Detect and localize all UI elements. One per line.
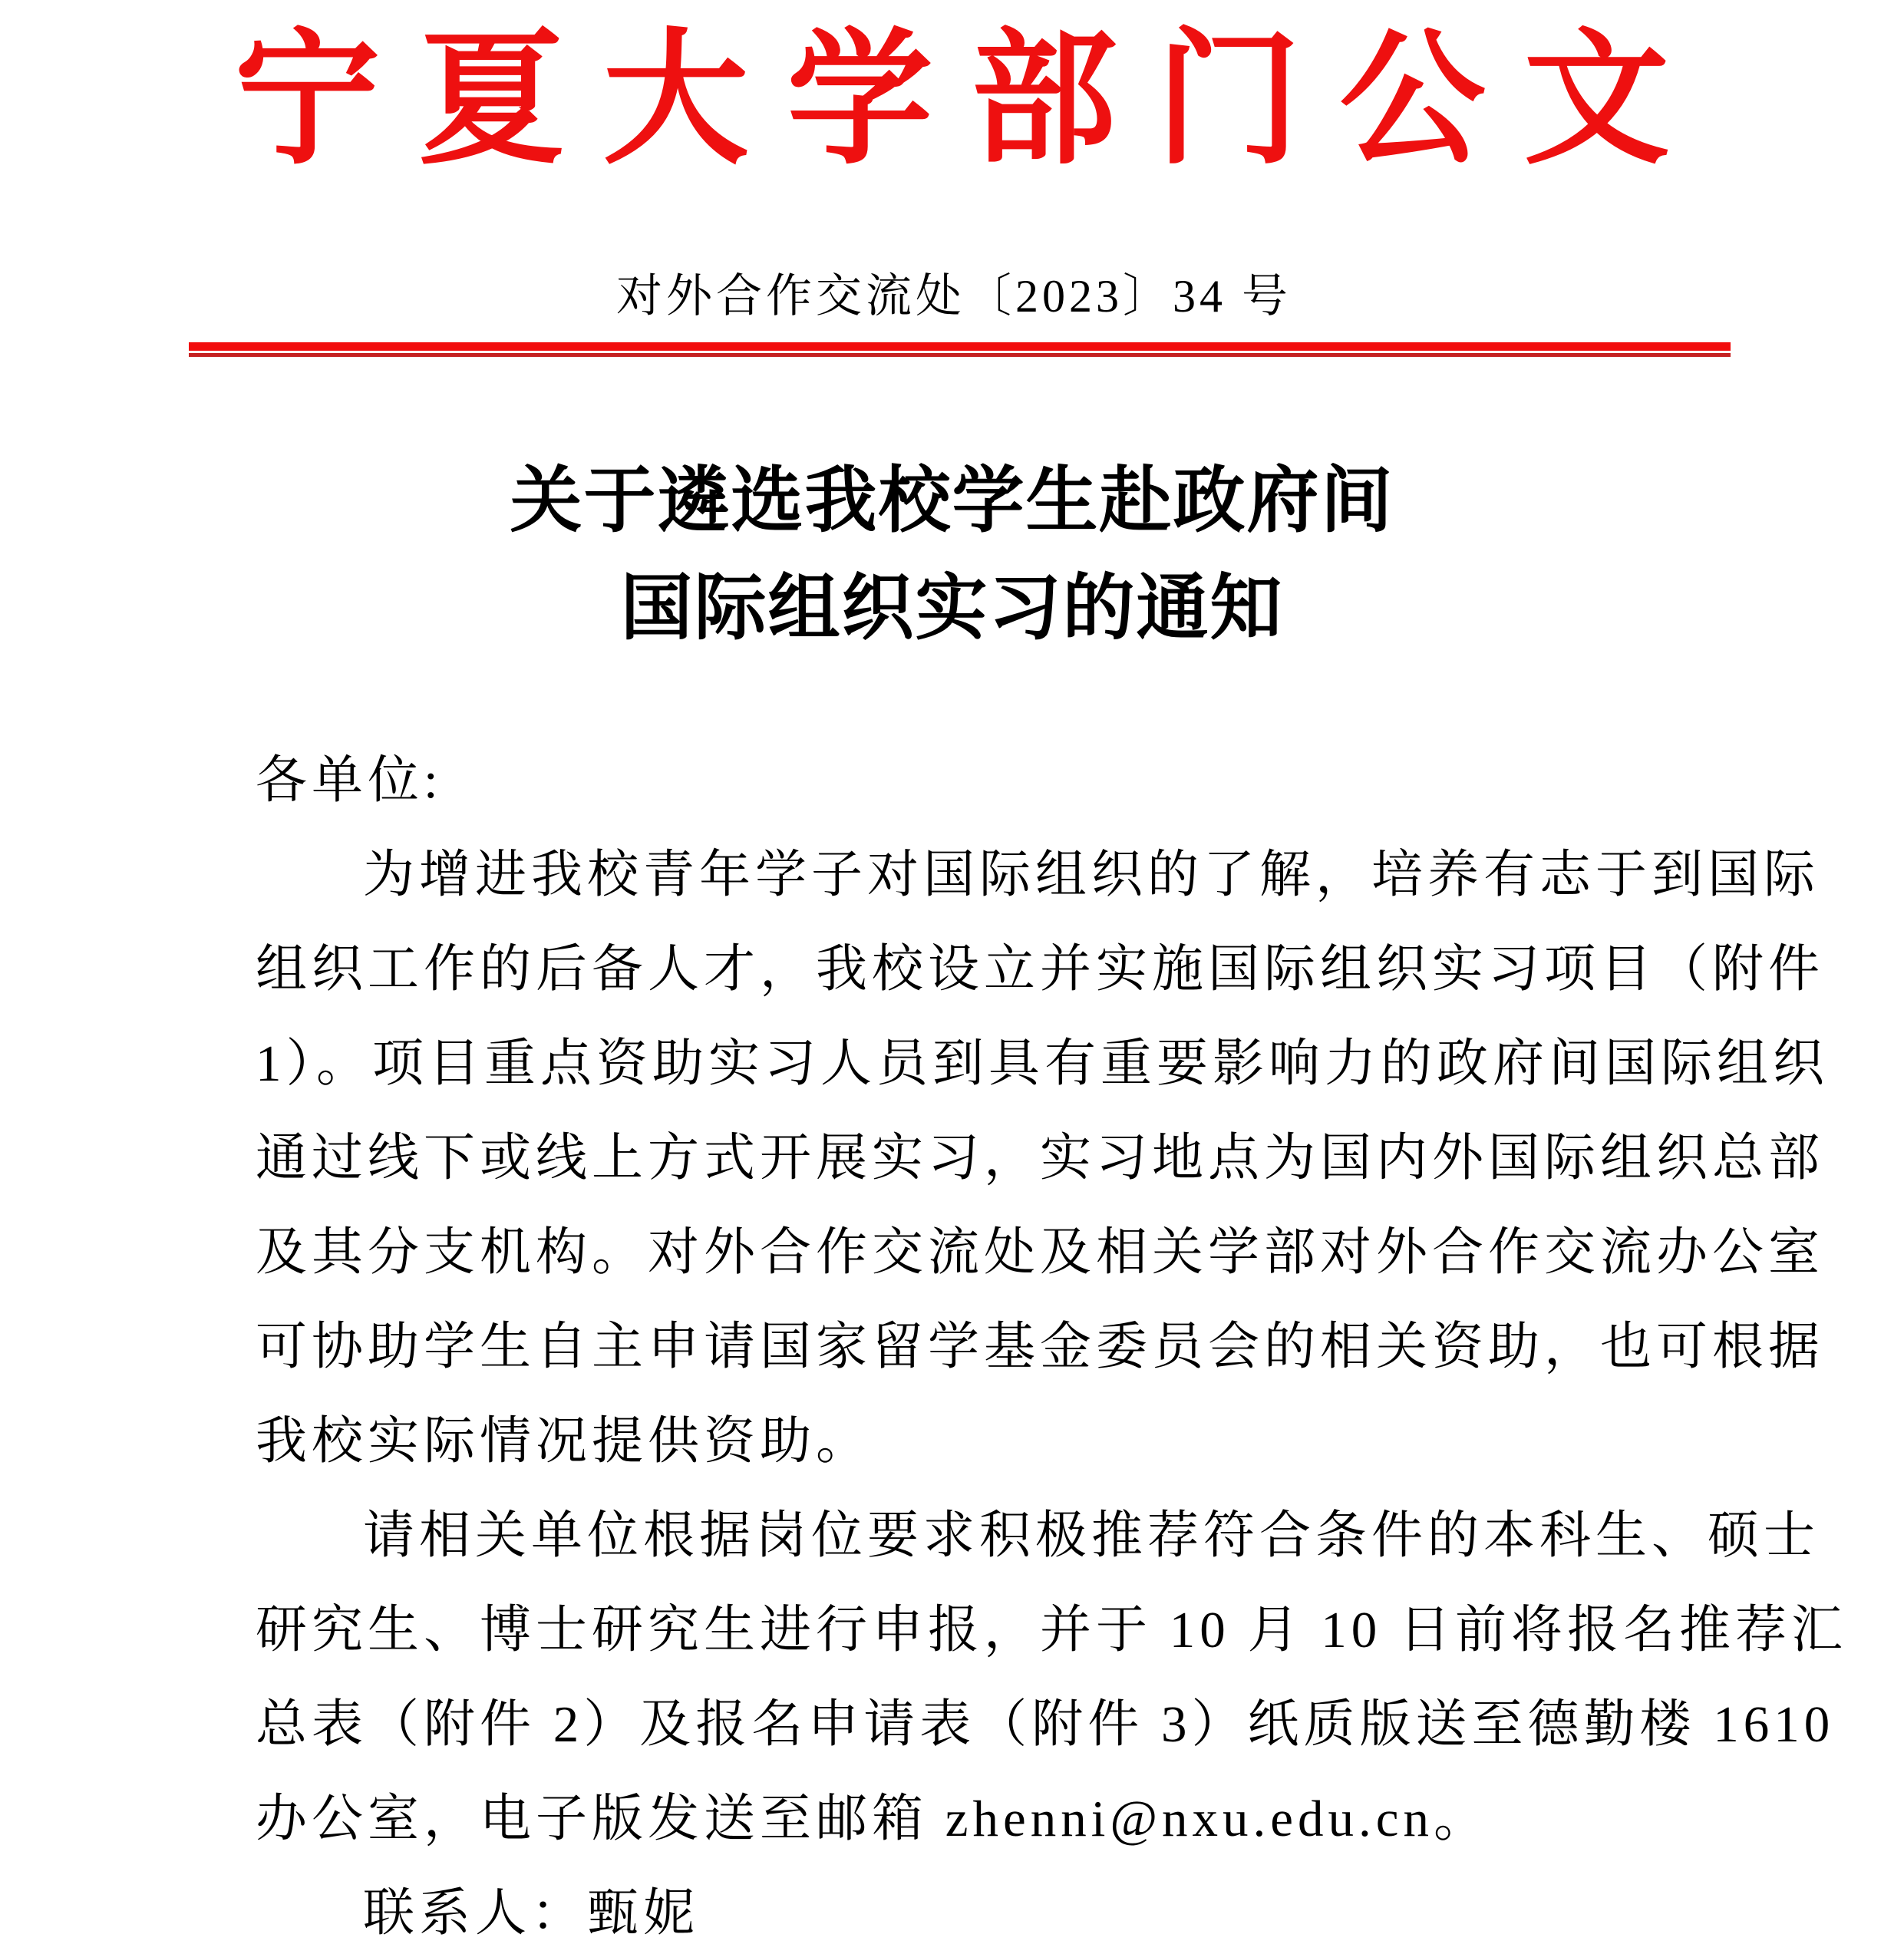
body-line: 通过线下或线上方式开展实习，实习地点为国内外国际组织总部 [256, 1130, 1824, 1187]
red-separator-rule [189, 342, 1731, 357]
body-line: 联系人：甄妮 [363, 1885, 699, 1942]
document-header-title: 宁夏大学部门公文 [234, 21, 1708, 182]
body-line: 及其分支机构。对外合作交流处及相关学部对外合作交流办公室 [256, 1224, 1824, 1281]
document-number: 对外合作交流处〔2023〕34 号 [616, 271, 1292, 322]
document-body [0, 734, 1904, 1954]
red-rule-thick-line [189, 342, 1731, 351]
body-line: 研究生、博士研究生进行申报，并于 10 月 10 日前将报名推荐汇 [256, 1602, 1847, 1659]
document-title-line-2: 国际组织实习的通知 [620, 569, 1284, 649]
body-line: 为增进我校青年学子对国际组织的了解，培养有志于到国际 [363, 847, 1820, 903]
body-line: 组织工作的后备人才，我校设立并实施国际组织实习项目（附件 [256, 941, 1824, 998]
body-line: 办公室，电子版发送至邮箱 zhenni@nxu.edu.cn。 [256, 1791, 1490, 1847]
body-line: 总表（附件 2）及报名申请表（附件 3）纸质版送至德勤楼 1610 [256, 1696, 1835, 1753]
body-line: 1）。项目重点资助实习人员到具有重要影响力的政府间国际组织 [256, 1035, 1829, 1092]
body-line: 请相关单位根据岗位要求积极推荐符合条件的本科生、硕士 [363, 1507, 1820, 1564]
body-line: 我校实际情况提供资助。 [256, 1413, 872, 1470]
body-line: 可协助学生自主申请国家留学基金委员会的相关资助，也可根据 [256, 1319, 1824, 1375]
red-rule-thin-line [189, 353, 1731, 357]
document-title [0, 447, 1904, 662]
document-title-line-1: 关于遴选我校学生赴政府间 [510, 461, 1394, 541]
body-line: 各单位: [256, 752, 443, 809]
